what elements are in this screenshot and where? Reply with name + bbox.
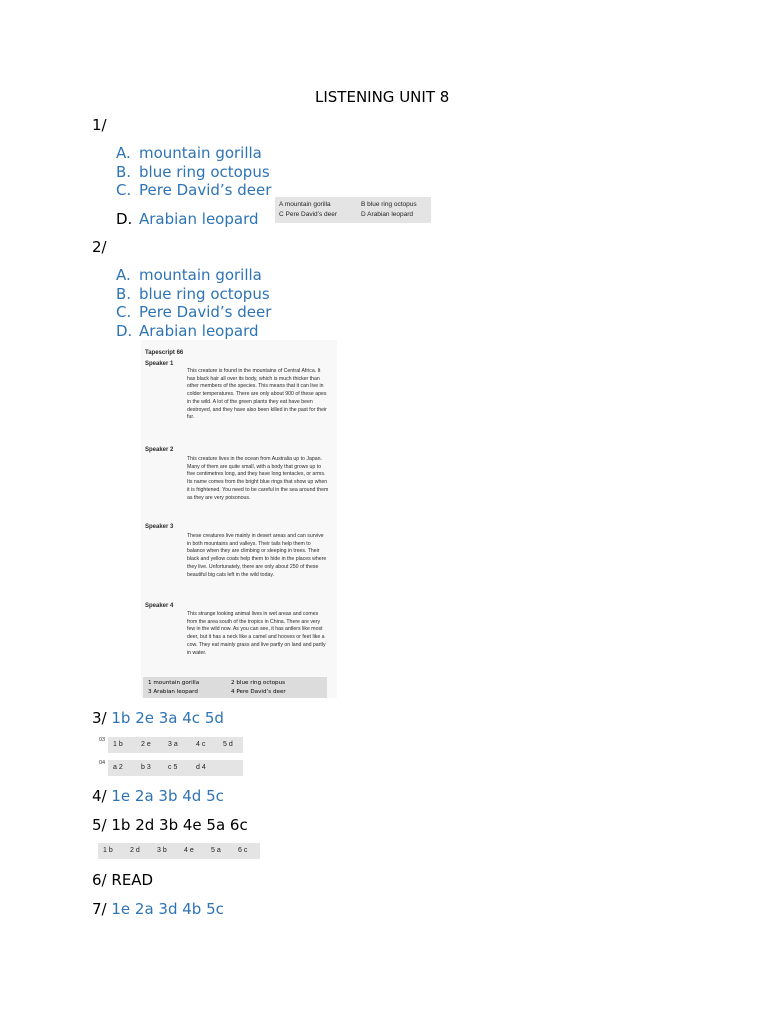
question-1-answer-image [275,197,431,223]
question-2-option-c: C. Pere David’s deer [116,303,272,321]
tapescript-heading: Tapescript 66 [145,350,184,356]
q3-image-cell: d 4 [196,764,206,771]
q5-image-cell: 6 c [238,847,248,854]
speaker-1-text: This creature is found in the mountains of Central Africa. It has black hair all over its body, which is much thicker than other members of the species. This means that it can live in colder temperatures. There are only about 900 of these apes in the wild. A lot of the green plants they eat have been destroyed, and they have also been killed in the past for their fur. [187,368,327,421]
q5-image-cell: 1 b [103,847,113,854]
tapescript-image [141,340,337,698]
question-2-option-a: A. mountain gorilla [116,266,262,284]
image-option-c: C Pere David’s deer [279,211,338,218]
q3-image-cell: 2 e [141,741,151,748]
question-6-answer: READ [111,871,154,889]
question-5-answer: 1b 2d 3b 4e 5a 6c [111,816,248,834]
question-7-number: 7/ [92,900,107,918]
speaker-4-text: This strange looking animal lives in wet areas and comes from the area south of the tropics in China. There are very few in the wild now. As you can see, it has antlers like most deer, but it has a neck like a camel and hooves or feet like a cow. They eat mainly grass and live partly on land and partly in water. [187,611,326,656]
q3-image-row-1-label: 03 [99,737,106,743]
question-5 [92,816,248,834]
question-1-option-b: B. blue ring octopus [116,162,270,181]
speaker-3-text: These creatures live mainly in desert areas and can survive in both mountains and valleys. Their tails help them to balance when they are climbing or sleeping in trees. Their black and yellow coats help them to hide in the places where they live. Unfortunately, there are only about 250 of these beautiful big cats left in the wild today. [187,533,327,578]
question-1-number: 1/ [92,116,107,134]
q3-image-cell: 3 a [168,741,178,748]
question-5-number: 5/ [92,816,107,834]
question-6 [92,871,153,889]
page-title: LISTENING UNIT 8 [315,88,450,106]
q3-image-cell: c 5 [168,764,178,771]
q5-image-cell: 3 b [157,847,167,854]
speaker-4-label: Speaker 4 [145,603,174,609]
q3-image-cell: b 3 [141,764,151,771]
question-4-number: 4/ [92,787,107,805]
question-7-answer: 1e 2a 3d 4b 5c [111,900,224,918]
question-2-option-d: D. Arabian leopard [116,321,259,340]
q5-image-cell: 2 d [130,847,140,854]
question-4-answer: 1e 2a 3b 4d 5c [111,787,224,805]
key-item-4: 4 Pere David’s deer [231,689,286,695]
q3-image-cell: 5 d [223,741,233,748]
question-7 [92,900,224,918]
q3-image-cell: a 2 [113,764,123,771]
question-2-number: 2/ [92,238,107,256]
question-2-options [116,266,271,340]
question-2-option-b: B. blue ring octopus [116,284,270,303]
q5-image-cell: 4 e [184,847,194,854]
speaker-1-label: Speaker 1 [145,361,174,367]
question-3 [92,709,224,727]
image-option-d: D Arabian leopard [361,211,414,218]
question-6-number: 6/ [92,871,107,889]
question-1-options [116,144,271,200]
question-1-option-c: C. Pere David’s deer [116,181,272,199]
question-1-option-a: A. mountain gorilla [116,144,262,162]
image-option-a: A mountain gorilla [279,201,331,208]
q5-answer-image [98,843,260,859]
speaker-3-label: Speaker 3 [145,524,174,530]
key-item-2: 2 blue ring octopus [231,680,286,686]
speaker-2-label: Speaker 2 [145,447,174,453]
q3-answer-image-row-1 [108,737,243,753]
q3-image-cell: 4 c [196,741,206,748]
question-4 [92,787,224,805]
question-3-answer: 1b 2e 3a 4c 5d [111,709,224,727]
question-3-number: 3/ [92,709,107,727]
q3-answer-image-row-2 [108,760,243,776]
q3-image-row-2-label: 04 [99,760,106,766]
image-option-b: B blue ring octopus [361,201,417,208]
key-item-3: 3 Arabian leopard [148,689,198,695]
key-item-1: 1 mountain gorilla [148,680,200,686]
q5-image-cell: 5 a [211,847,221,854]
tapescript-answer-key [143,677,327,698]
question-1-option-d: D. Arabian leopard [116,210,259,228]
speaker-2-text: This creature lives in the ocean from Australia up to Japan. Many of them are quite small, with a body that grows up to five centimetres long, and they have long tentacles, or arms. Its name comes from the bright blue rings that show up when it is frightened. You need to be careful in the sea around them as they are very poisonous. [187,456,329,501]
q3-image-cell: 1 b [113,741,123,748]
